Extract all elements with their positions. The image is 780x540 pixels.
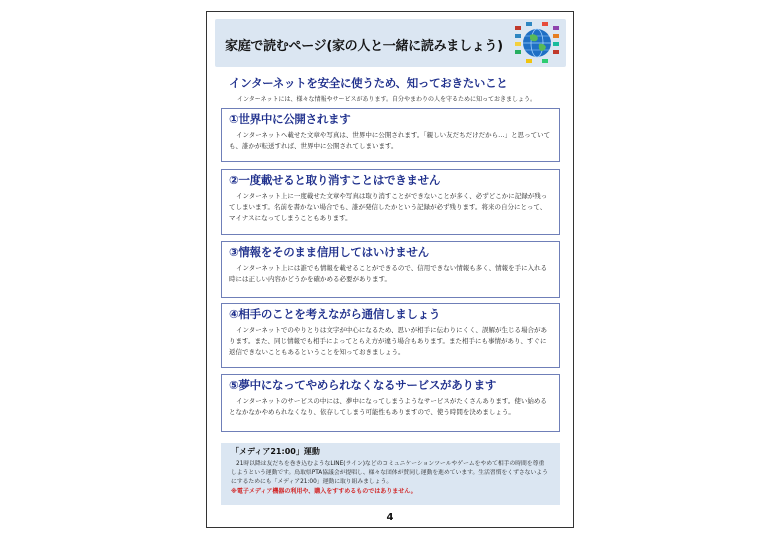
info-box-title: ⑤夢中になってやめられなくなるサービスがあります xyxy=(229,378,497,392)
info-box-3 xyxy=(221,241,560,298)
media-2100-panel xyxy=(221,443,560,505)
media-panel-title: 「メディア21:00」運動 xyxy=(231,447,320,456)
info-box-title: ③情報をそのまま信用してはいけません xyxy=(229,245,429,259)
media-panel-note: ※電子メディア機器の利用や、購入をすすめるものではありません。 xyxy=(231,488,417,495)
page-title: 家庭で読むページ(家の人と一緒に読みましょう) xyxy=(225,39,503,54)
media-panel-body: 21時以降は友だちを巻き込むようなLINE(ライン)などのコミュニケーションツールやゲームをやめて相手の時間を尊重しようという運動です。鳥取県PTA協議会が提唱し、様々な団体が賛同し運動を進めています。生活習慣をくずさないようにするためにも「メディア21:00」運動に取り組みましょう。 xyxy=(231,461,548,485)
info-box-1 xyxy=(221,108,560,162)
info-box-body: インターネット上に一度載せた文章や写真は取り消すことができないことが多く、必ずどこかに記録が残ってしまいます。名前を書かない場合でも、誰が発信したかという記録が必ず残ります。将来の自分にとって、マイナスになってしまうこともあります。 xyxy=(229,192,548,222)
info-box-title: ②一度載せると取り消すことはできません xyxy=(229,173,441,187)
page-header xyxy=(215,19,566,67)
section-heading: インターネットを安全に使うため、知っておきたいこと xyxy=(229,76,508,90)
info-box-title: ①世界中に公開されます xyxy=(229,112,351,126)
info-box-body: インターネットでのやりとりは文字が中心になるため、思いが相手に伝わりにくく、誤解が生じる場合があります。また、同じ情報でも相手によってとらえ方が違う場合もあります。また相手にも事情があり、すぐに返信できないこともあるということを知っておきましょう。 xyxy=(229,326,548,356)
info-box-body: インターネット上には誰でも情報を載せることができるので、信用できない情報も多く、情報を手に入れる時には正しい内容かどうかを確かめる必要があります。 xyxy=(229,264,548,283)
document-page xyxy=(206,11,574,528)
info-box-4 xyxy=(221,303,560,368)
intro-text: インターネットには、様々な情報やサービスがあります。自分やまわりの人を守るために知っておきましょう。 xyxy=(237,96,536,103)
globe-with-flags-icon xyxy=(514,22,560,64)
page-number: 4 xyxy=(386,512,394,523)
info-box-2 xyxy=(221,169,560,235)
info-box-title: ④相手のことを考えながら通信しましょう xyxy=(229,307,441,321)
info-box-body: インターネットのサービスの中には、夢中になってしまうようなサービスがたくさんあります。使い始めるとなかなかやめられなくなり、依存してしまう可能性もありますので、使う時間を決めましょう。 xyxy=(229,397,547,416)
info-box-body: インターネットへ載せた文章や写真は、世界中に公開されます。「親しい友だちだけだから…」と思っていても、誰かが転送すれば、世界中に公開されてしまいます。 xyxy=(229,131,551,150)
info-box-5 xyxy=(221,374,560,432)
